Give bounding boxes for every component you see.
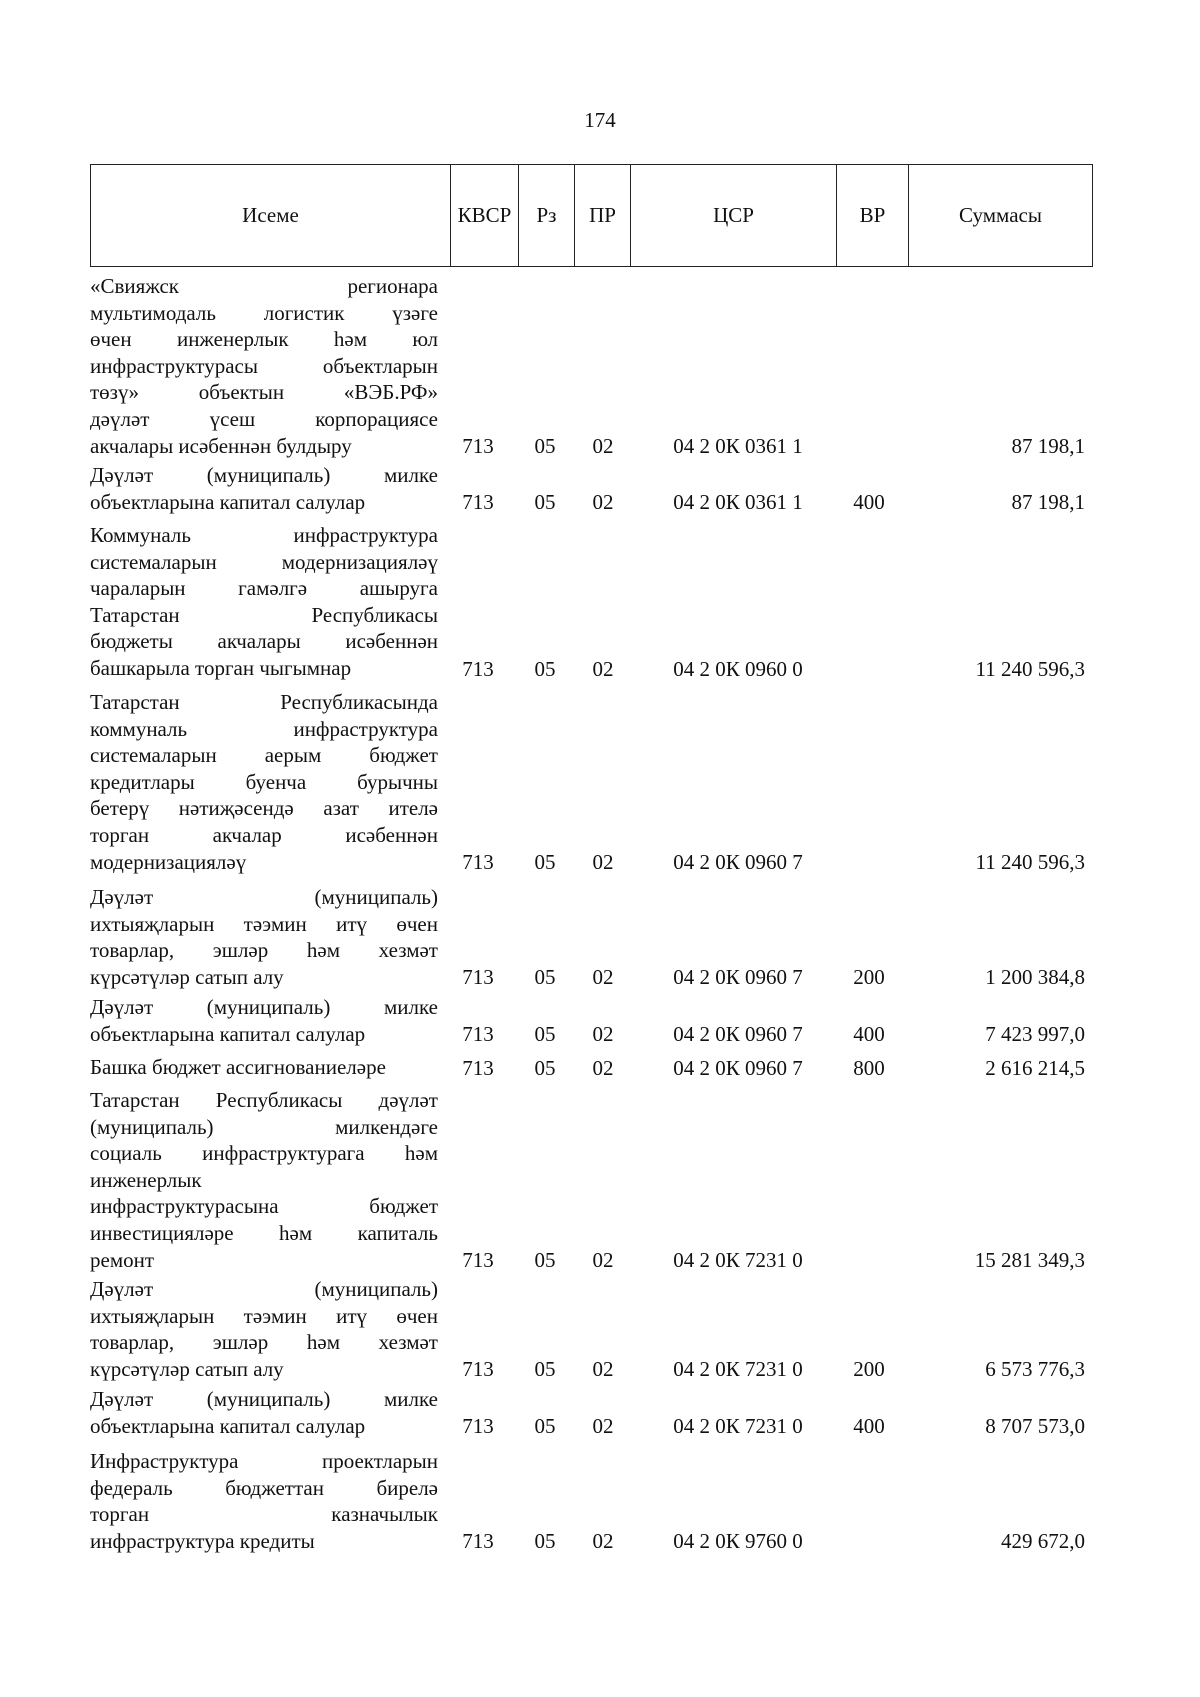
row-name-line: ихтыяҗларын тәэмин итү өчен (90, 911, 438, 936)
row-name-line: инфраструктурасына бюджет (90, 1194, 438, 1219)
row-name-line: инфраструктура кредиты (90, 1528, 315, 1553)
cell-sum: 11 240 596,3 (975, 656, 1085, 681)
cell-pr: 02 (592, 434, 614, 459)
cell-kvsr: 713 (462, 1529, 494, 1554)
cell-csr: 04 2 0К 0960 7 (673, 965, 803, 990)
row-name (90, 994, 438, 1047)
cell-rz: 05 (534, 1414, 556, 1439)
table-row (90, 689, 1093, 875)
row-name-line: бетерү нәтиҗәсендә азат ителә (90, 796, 438, 821)
cell-pr: 02 (592, 1529, 614, 1554)
row-name (90, 1087, 438, 1273)
cell-pr: 02 (592, 490, 614, 515)
row-name-line: коммуналь инфраструктура (90, 716, 438, 741)
header-csr: ЦСР (631, 165, 837, 266)
cell-kvsr: 713 (462, 1055, 494, 1080)
cell-kvsr: 713 (462, 656, 494, 681)
table-row (90, 273, 1093, 459)
cell-pr: 02 (592, 1248, 614, 1273)
cell-sum: 1 200 384,8 (985, 965, 1085, 990)
cell-csr: 04 2 0К 0960 0 (673, 656, 803, 681)
row-name-line: акчалары исәбеннән булдыру (90, 433, 352, 458)
row-name-line: социаль инфраструктурага һәм (90, 1141, 438, 1166)
row-name-line: дәүләт үсеш корпорациясе (90, 406, 438, 431)
cell-vr: 400 (853, 1022, 885, 1047)
cell-csr: 04 2 0К 0960 7 (673, 1022, 803, 1047)
row-name-line: Татарстан Республикасы дәүләт (90, 1088, 438, 1112)
cell-rz: 05 (534, 490, 556, 515)
cell-csr: 04 2 0К 0361 1 (673, 434, 803, 459)
cell-vr: 400 (853, 490, 885, 515)
cell-sum: 87 198,1 (1011, 434, 1085, 459)
cell-rz: 05 (534, 850, 556, 875)
header-name: Исеме (91, 165, 451, 266)
table-row (90, 1386, 1093, 1439)
header-pr: ПР (575, 165, 631, 266)
row-name-line: объектларына капитал салулар (90, 1413, 366, 1438)
cell-pr: 02 (592, 850, 614, 875)
row-name-line: ихтыяҗларын тәэмин итү өчен (90, 1303, 438, 1328)
row-name (90, 689, 438, 875)
cell-rz: 05 (534, 1055, 556, 1080)
header-rz: Рз (519, 165, 575, 266)
row-name-line: Дәүләт (муниципаль) (90, 1277, 438, 1301)
cell-kvsr: 713 (462, 965, 494, 990)
cell-vr: 200 (853, 965, 885, 990)
row-name-line: инженерлык (90, 1167, 202, 1192)
row-name (90, 462, 438, 515)
table-row (90, 1276, 1093, 1382)
row-name (90, 1054, 438, 1081)
cell-kvsr: 713 (462, 1022, 494, 1047)
cell-csr: 04 2 0К 0960 7 (673, 1055, 803, 1080)
row-name-line: Дәүләт (муниципаль) милке (90, 463, 438, 487)
table-row (90, 1448, 1093, 1554)
cell-csr: 04 2 0К 7231 0 (673, 1248, 803, 1273)
row-name-line: Дәүләт (муниципаль) милке (90, 1387, 438, 1411)
row-name-line: торган казначылык (90, 1502, 438, 1527)
cell-sum: 15 281 349,3 (974, 1248, 1085, 1273)
cell-kvsr: 713 (462, 490, 494, 515)
row-name-line: Татарстан Республикасы (90, 602, 438, 627)
row-name-line: ремонт (90, 1247, 155, 1272)
cell-sum: 87 198,1 (1011, 490, 1085, 515)
cell-rz: 05 (534, 1248, 556, 1273)
row-name (90, 1386, 438, 1439)
row-name-line: Инфраструктура проектларын (90, 1449, 438, 1473)
row-name-line: «Свияжск регионара (90, 274, 438, 298)
cell-sum: 11 240 596,3 (975, 850, 1085, 875)
table-row (90, 994, 1093, 1047)
row-name-line: системаларын модернизацияләү (90, 549, 438, 574)
cell-csr: 04 2 0К 0960 7 (673, 850, 803, 875)
cell-csr: 04 2 0К 7231 0 (673, 1357, 803, 1382)
cell-rz: 05 (534, 1357, 556, 1382)
cell-sum: 7 423 997,0 (985, 1022, 1085, 1047)
cell-kvsr: 713 (462, 1248, 494, 1273)
cell-pr: 02 (592, 1022, 614, 1047)
cell-kvsr: 713 (462, 434, 494, 459)
cell-kvsr: 713 (462, 850, 494, 875)
cell-vr: 800 (853, 1055, 885, 1080)
cell-kvsr: 713 (462, 1414, 494, 1439)
row-name-line: Башка бюджет ассигнованиеләре (90, 1055, 386, 1079)
cell-pr: 02 (592, 965, 614, 990)
table-row (90, 884, 1093, 990)
row-name-line: Дәүләт (муниципаль) милке (90, 995, 438, 1019)
cell-kvsr: 713 (462, 1357, 494, 1382)
cell-rz: 05 (534, 656, 556, 681)
row-name-line: товарлар, эшләр һәм хезмәт (90, 938, 438, 963)
cell-csr: 04 2 0К 7231 0 (673, 1414, 803, 1439)
cell-csr: 04 2 0К 0361 1 (673, 490, 803, 515)
row-name-line: өчен инженерлык һәм юл (90, 327, 438, 352)
row-name-line: чараларын гамәлгә ашыруга (90, 576, 438, 601)
cell-sum: 8 707 573,0 (985, 1414, 1085, 1439)
cell-pr: 02 (592, 656, 614, 681)
cell-sum: 6 573 776,3 (985, 1357, 1085, 1382)
cell-rz: 05 (534, 965, 556, 990)
row-name (90, 273, 438, 459)
row-name-line: башкарыла торган чыгымнар (90, 655, 352, 680)
cell-rz: 05 (534, 1022, 556, 1047)
row-name (90, 1448, 438, 1554)
table-row (90, 1054, 1093, 1081)
page-number: 174 (584, 108, 616, 132)
row-name-line: системаларын аерым бюджет (90, 743, 438, 768)
row-name-line: (муниципаль) милкендәге (90, 1114, 438, 1139)
row-name-line: бюджеты акчалары исәбеннән (90, 629, 438, 654)
row-name-line: товарлар, эшләр һәм хезмәт (90, 1330, 438, 1355)
cell-pr: 02 (592, 1055, 614, 1080)
row-name (90, 1276, 438, 1382)
row-name-line: федераль бюджеттан бирелә (90, 1475, 438, 1500)
cell-sum: 2 616 214,5 (985, 1055, 1085, 1080)
row-name-line: күрсәтүләр сатып алу (90, 964, 284, 989)
row-name-line: Дәүләт (муниципаль) (90, 885, 438, 909)
header-sum: Суммасы (959, 203, 1042, 227)
row-name-line: модернизацияләү (90, 849, 247, 874)
row-name-line: инфраструктурасы объектларын (90, 353, 438, 378)
header-vr: ВР (837, 165, 909, 266)
cell-pr: 02 (592, 1414, 614, 1439)
table-row (90, 1087, 1093, 1273)
cell-pr: 02 (592, 1357, 614, 1382)
row-name-line: торган акчалар исәбеннән (90, 822, 438, 847)
row-name-line: Коммуналь инфраструктура (90, 523, 438, 547)
header-kvsr: КВСР (451, 165, 519, 266)
row-name-line: инвестицияләре һәм капиталь (90, 1220, 438, 1245)
cell-csr: 04 2 0К 9760 0 (673, 1529, 803, 1554)
row-name-line: объектларына капитал салулар (90, 489, 366, 514)
table-row (90, 522, 1093, 682)
row-name-line: кредитлары буенча бурычны (90, 769, 438, 794)
cell-vr: 400 (853, 1414, 885, 1439)
table-header (90, 164, 1093, 267)
row-name-line: мультимодаль логистик үзәге (90, 300, 438, 325)
row-name-line: объектларына капитал салулар (90, 1021, 366, 1046)
row-name (90, 884, 438, 990)
row-name-line: күрсәтүләр сатып алу (90, 1356, 284, 1381)
row-name-line: Татарстан Республикасында (90, 690, 438, 714)
row-name (90, 522, 438, 682)
cell-vr: 200 (853, 1357, 885, 1382)
cell-sum: 429 672,0 (1001, 1529, 1085, 1554)
cell-rz: 05 (534, 1529, 556, 1554)
cell-rz: 05 (534, 434, 556, 459)
row-name-line: төзү» объектын «ВЭБ.РФ» (90, 380, 438, 405)
table-row (90, 462, 1093, 515)
